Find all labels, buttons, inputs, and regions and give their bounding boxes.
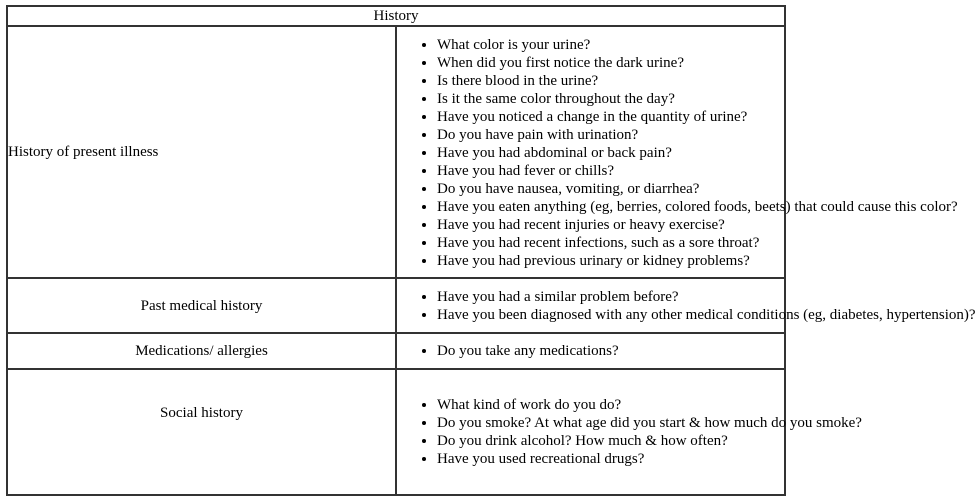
table-header-row (7, 6, 785, 26)
table-title: History (7, 6, 785, 26)
question-item: • What kind of work do you do? (437, 396, 784, 414)
section-label: History of present illness (7, 26, 396, 278)
question-item: • Do you have nausea, vomiting, or diarrhea? (437, 180, 784, 198)
table-row-past-medical-history (7, 278, 785, 333)
question-item: • Is it the same color throughout the day? (437, 90, 784, 108)
table-row-social-history (7, 369, 785, 495)
question-list (397, 36, 958, 270)
question-item: • Do you have pain with urination? (437, 126, 784, 144)
question-item: • Have you used recreational drugs? (437, 450, 784, 468)
question-item: • Have you had recent infections, such as a sore throat? (437, 234, 784, 252)
history-table (6, 5, 976, 496)
question-item: • Have you had fever or chills? (437, 162, 784, 180)
section-label: Medications/ allergies (7, 333, 396, 369)
questions-cell (396, 26, 958, 278)
question-list (397, 342, 784, 360)
section-label: Past medical history (7, 278, 396, 333)
question-item: • Have you had previous urinary or kidney problems? (437, 252, 784, 270)
question-item: • Have you noticed a change in the quantity of urine? (437, 108, 784, 126)
question-list (397, 288, 976, 324)
question-item: • Is there blood in the urine? (437, 72, 784, 90)
questions-cell (396, 278, 976, 333)
table-row-history-of-present-illness (7, 26, 785, 278)
question-item: • Do you take any medications? (437, 342, 784, 360)
question-item: • Have you been diagnosed with any other medical conditions (eg, diabetes, hypertension)? (437, 306, 784, 324)
question-list (397, 396, 862, 468)
question-item: • Do you drink alcohol? How much & how often? (437, 432, 784, 450)
table-row-medications-allergies (7, 333, 785, 369)
question-item: • Have you had abdominal or back pain? (437, 144, 784, 162)
question-item: • Have you eaten anything (eg, berries, colored foods, beets) that could cause this color? (437, 198, 784, 216)
question-item: • Have you had recent injuries or heavy exercise? (437, 216, 784, 234)
section-label: Social history (7, 369, 396, 495)
questions-cell (396, 333, 785, 369)
question-item: • Have you had a similar problem before? (437, 288, 784, 306)
questions-cell (396, 369, 862, 495)
question-item: • What color is your urine? (437, 36, 784, 54)
question-item: • When did you first notice the dark urine? (437, 54, 784, 72)
question-item: • Do you smoke? At what age did you start & how much do you smoke? (437, 414, 784, 432)
